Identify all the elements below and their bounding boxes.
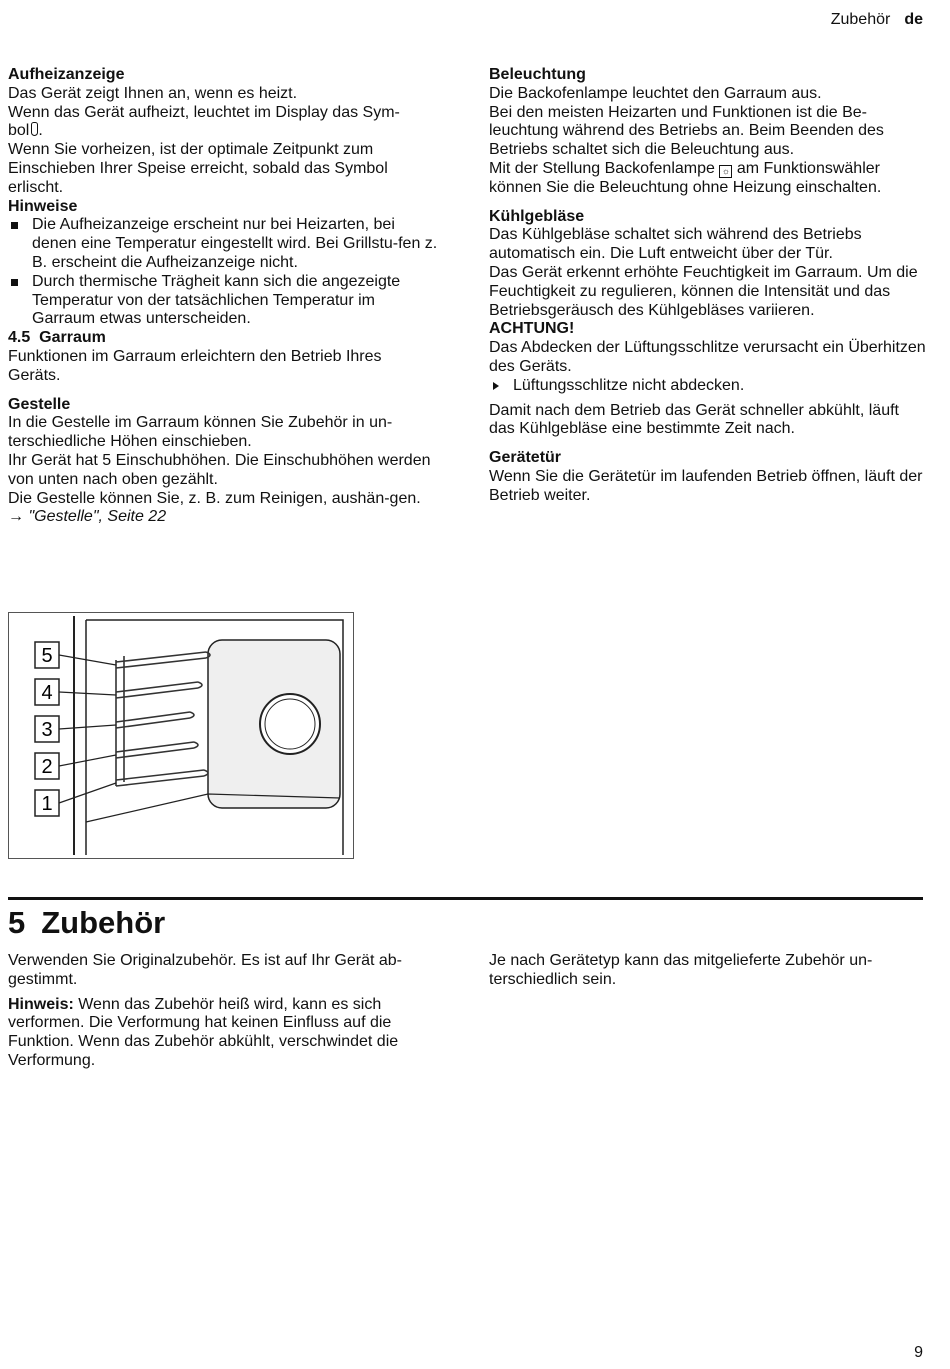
text-fragment: am Funktionswähler können Sie die Beleuchtung ohne Heizung einschalten. (489, 159, 882, 196)
paragraph-symbol (8, 104, 438, 142)
chapter-right-column (489, 952, 929, 990)
heading-geraetetuer: Gerätetür (489, 449, 562, 467)
step-text: Lüftungsschlitze nicht abdecken. (513, 376, 745, 394)
paragraph: Ihr Gerät hat 5 Einschubhöhen. Die Einschubhöhen werden von unten nach oben gezählt. (8, 451, 431, 488)
paragraph: Wenn Sie die Gerätetür im laufenden Betrieb öffnen, läuft der Betrieb weiter. (489, 467, 923, 504)
paragraph: Wenn Sie vorheizen, ist der optimale Zeitpunkt zum Einschieben Ihrer Speise erreicht, sobald das Symbol erlischt. (8, 141, 388, 196)
hinweise-list (8, 216, 438, 329)
heading-achtung: ACHTUNG! (489, 320, 575, 338)
fan-cover (260, 694, 320, 754)
header-language: de (904, 11, 923, 28)
level-number: 4 (41, 682, 53, 704)
level-number: 3 (41, 719, 53, 741)
header-section: Zubehör (830, 11, 891, 28)
running-header (831, 10, 923, 30)
section-number: 4.5 (8, 329, 31, 347)
section-title: Garraum (39, 329, 106, 347)
hinweis-paragraph (8, 996, 448, 1071)
chapter-divider (8, 897, 923, 900)
heading-gestelle: Gestelle (8, 395, 71, 413)
paragraph: Das Gerät erkennt erhöhte Feuchtigkeit im Garraum. Um die Feuchtigkeit zu regulieren, können die Intensität und das Betriebsgeräusch des Kühlgebläses variieren. (489, 263, 918, 319)
oven-lamp-icon: ☼ (719, 165, 732, 178)
chapter-heading (8, 904, 165, 942)
level-number: 1 (41, 793, 53, 815)
right-column (489, 66, 929, 506)
list-item: Durch thermische Trägheit kann sich die angezeigte Temperatur von der tatsächlichen Temperatur im Garraum etwas unterscheiden. (8, 273, 438, 329)
paragraph-lamp (489, 160, 929, 198)
paragraph: Das Gerät zeigt Ihnen an, wenn es heizt. (8, 84, 298, 102)
text-fragment: Mit der Stellung Backofenlampe (489, 159, 715, 177)
thermometer-icon (31, 122, 38, 136)
heading-beleuchtung: Beleuchtung (489, 66, 586, 83)
text-fragment: . (38, 122, 43, 140)
heading-hinweise: Hinweise (8, 197, 78, 215)
level-number: 5 (41, 645, 53, 667)
hinweis-text: Wenn das Zubehör heiß wird, kann es sich verformen. Die Verformung hat keinen Einfluss auf die Funktion. Wenn das Zubehör abkühlt, verschwindet die Verformung. (8, 995, 399, 1069)
chapter-title: Zubehör (41, 905, 166, 940)
action-step (489, 377, 929, 396)
oven-illustration (8, 612, 354, 859)
left-column (8, 66, 438, 527)
paragraph: Verwenden Sie Originalzubehör. Es ist auf Ihr Gerät ab-gestimmt. (8, 952, 402, 988)
text-fragment: bol (8, 122, 30, 140)
paragraph: Damit nach dem Betrieb das Gerät schneller abkühlt, läuft das Kühlgebläse eine bestimmte Zeit nach. (489, 401, 899, 438)
text-fragment: Wenn das Gerät aufheizt, leuchtet im Display das Sym- (8, 103, 400, 121)
paragraph: Je nach Gerätetyp kann das mitgelieferte Zubehör un-terschiedlich sein. (489, 952, 873, 988)
heading-garraum (8, 329, 438, 348)
paragraph: Das Kühlgebläse schaltet sich während des Betriebs automatisch ein. Die Luft entweicht über der Tür. (489, 226, 862, 263)
cross-reference-link[interactable]: → "Gestelle", Seite 22 (8, 508, 167, 526)
paragraph: Das Abdecken der Lüftungsschlitze verursacht ein Überhitzen des Geräts. (489, 339, 926, 375)
heading-kuehlgeblaese: Kühlgebläse (489, 207, 585, 225)
chapter-number: 5 (8, 905, 26, 940)
hinweis-label: Hinweis: (8, 995, 74, 1013)
paragraph: Funktionen im Garraum erleichtern den Betrieb Ihres Geräts. (8, 347, 382, 384)
paragraph: Die Backofenlampe leuchtet den Garraum aus. (489, 84, 822, 102)
chapter-left-column (8, 952, 448, 1071)
paragraph: Die Gestelle können Sie, z. B. zum Reinigen, aushän-gen. (8, 489, 421, 507)
page-number: 9 (914, 1344, 923, 1361)
step-arrow-icon (493, 382, 499, 390)
paragraph: In die Gestelle im Garraum können Sie Zubehör in un-terschiedliche Höhen einschieben. (8, 414, 393, 451)
oven-rack-figure (8, 612, 354, 859)
heading-aufheizanzeige: Aufheizanzeige (8, 66, 125, 83)
level-number: 2 (41, 756, 53, 778)
list-item: Die Aufheizanzeige erscheint nur bei Heizarten, bei denen eine Temperatur eingestellt wird. Bei Grillstu-fen z. B. erscheint die Aufheizanzeige nicht. (8, 216, 438, 272)
paragraph: Bei den meisten Heizarten und Funktionen ist die Be-leuchtung während des Betriebs an. Beim Beenden des Betriebs schaltet sich die Beleuchtung aus. (489, 103, 884, 159)
